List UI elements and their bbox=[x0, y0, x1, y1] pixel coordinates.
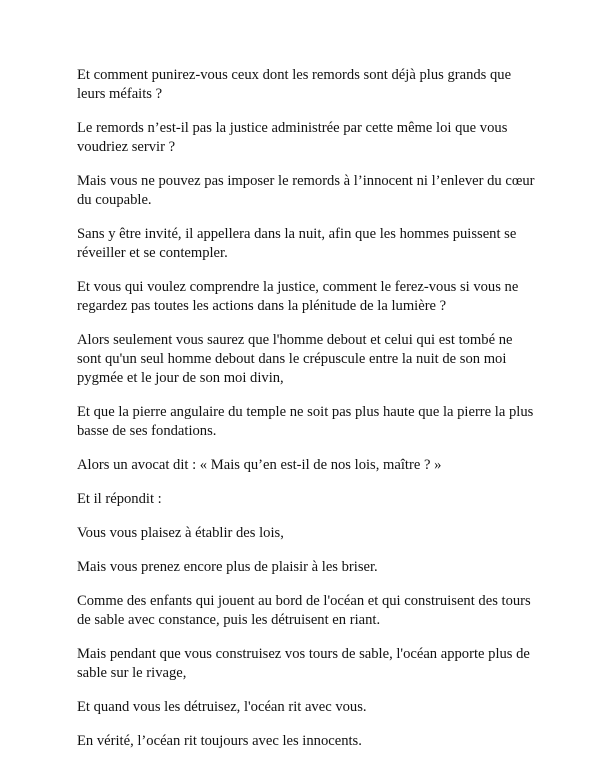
paragraph: Et que la pierre angulaire du temple ne soit pas plus haute que la pierre la plus basse de ses fondations. bbox=[77, 404, 534, 439]
paragraph: Comme des enfants qui jouent au bord de l'océan et qui construisent des tours de sable avec constance, puis les détruisent en riant. bbox=[77, 593, 531, 628]
paragraph: Le remords n’est-il pas la justice administrée par cette même loi que vous voudriez servir ? bbox=[77, 120, 508, 155]
paragraph: Mais pendant que vous construisez vos tours de sable, l'océan apporte plus de sable sur le rivage, bbox=[77, 646, 530, 681]
paragraph: Alors un avocat dit : « Mais qu’en est-il de nos lois, maître ? » bbox=[77, 457, 442, 473]
paragraph: Mais vous ne pouvez pas imposer le remords à l’innocent ni l’enlever du cœur du coupable. bbox=[77, 173, 535, 208]
paragraph: Mais vous prenez encore plus de plaisir à les briser. bbox=[77, 559, 378, 575]
paragraph: Et quand vous les détruisez, l'océan rit avec vous. bbox=[77, 699, 367, 715]
paragraph: En vérité, l’océan rit toujours avec les innocents. bbox=[77, 733, 362, 749]
paragraph: Et comment punirez-vous ceux dont les remords sont déjà plus grands que leurs méfaits ? bbox=[77, 67, 512, 102]
paragraph: Vous vous plaisez à établir des lois, bbox=[77, 525, 284, 541]
paragraph: Et vous qui voulez comprendre la justice, comment le ferez-vous si vous ne regardez pas toutes les actions dans la plénitude de la lumière ? bbox=[77, 279, 519, 314]
paragraph: Et il répondit : bbox=[77, 491, 162, 507]
paragraph: Alors seulement vous saurez que l'homme debout et celui qui est tombé ne sont qu'un seul homme debout dans le crépuscule entre la nuit de son moi pygmée et le jour de son moi divin, bbox=[77, 332, 513, 386]
paragraph: Sans y être invité, il appellera dans la nuit, afin que les hommes puissent se réveiller et se contempler. bbox=[77, 226, 517, 261]
